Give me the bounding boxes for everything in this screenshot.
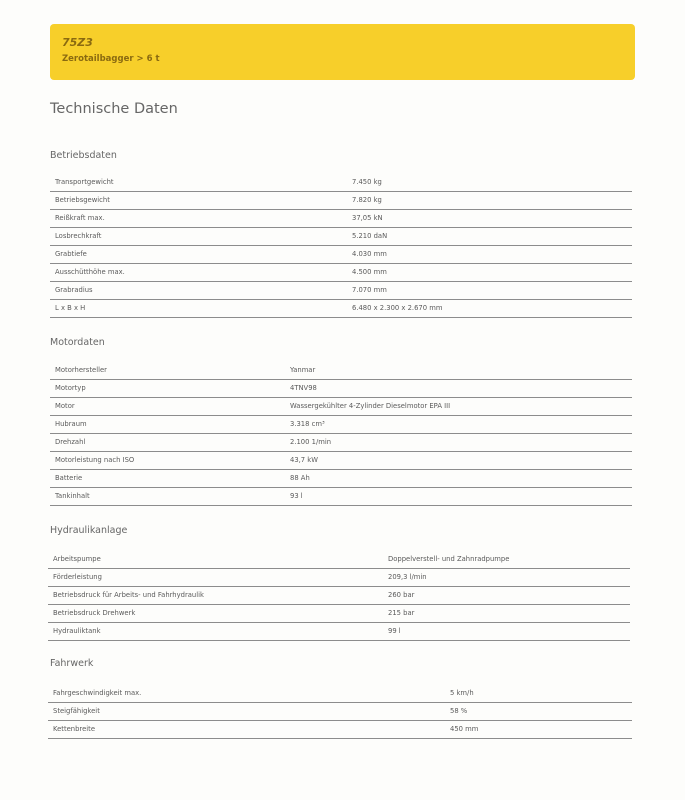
model-banner [50,24,635,80]
row-label: Fahrgeschwindigkeit max. [53,689,142,697]
section-title-fahrwerk: Fahrwerk [50,658,94,669]
row-value: 4.030 mm [352,250,387,258]
row-value: 3.318 cm³ [290,420,325,428]
row-label: L x B x H [55,304,86,312]
table-row [50,192,632,210]
row-label: Betriebsgewicht [55,196,110,204]
row-value: 7.820 kg [352,196,382,204]
row-label: Losbrechkraft [55,232,102,240]
row-value: 215 bar [388,609,415,617]
row-value: 5.210 daN [352,232,388,240]
row-label: Transportgewicht [55,178,114,186]
table-row [50,174,632,192]
row-value: Wassergekühlter 4-Zylinder Dieselmotor EPA III [290,402,451,410]
table-row [50,300,632,318]
row-value: 4TNV98 [290,384,317,392]
row-label: Steigfähigkeit [53,707,100,715]
row-label: Grabtiefe [55,250,87,258]
row-label: Betriebsdruck Drehwerk [53,609,136,617]
row-value: 4.500 mm [352,268,387,276]
row-value: 93 l [290,492,303,500]
table-row [50,416,632,434]
table-row [50,228,632,246]
row-label: Drehzahl [55,438,86,446]
table-row [50,452,632,470]
table-row [50,488,632,506]
row-value: 43,7 kW [290,456,318,464]
row-value: 5 km/h [450,689,474,697]
row-label: Motorhersteller [55,366,107,374]
table-row [50,362,632,380]
row-label: Hydrauliktank [53,627,101,635]
table-row [48,703,632,721]
row-label: Batterie [55,474,83,482]
row-label: Arbeitspumpe [53,555,101,563]
table-hydraulikanlage [48,551,630,641]
row-value: Doppelverstell- und Zahnradpumpe [388,555,510,563]
table-row [50,470,632,488]
row-value: 99 l [388,627,401,635]
row-value: 209,3 l/min [388,573,427,581]
row-label: Motorleistung nach ISO [55,456,135,464]
section-title-motordaten: Motordaten [50,337,105,348]
row-label: Hubraum [55,420,87,428]
row-label: Motortyp [55,384,86,392]
table-row [50,434,632,452]
row-label: Reißkraft max. [55,214,105,222]
table-fahrwerk [48,685,632,739]
table-row [50,210,632,228]
table-row [48,551,630,569]
row-value: 260 bar [388,591,415,599]
table-row [50,246,632,264]
table-row [50,398,632,416]
table-row [50,264,632,282]
row-value: 58 % [450,707,468,715]
table-row [48,605,630,623]
table-row [48,569,630,587]
row-label: Betriebsdruck für Arbeits- und Fahrhydraulik [53,591,204,599]
table-row [50,282,632,300]
row-label: Motor [55,402,75,410]
row-value: 88 Ah [290,474,310,482]
section-title-hydraulikanlage: Hydraulikanlage [50,525,128,536]
table-row [48,623,630,641]
row-label: Tankinhalt [55,492,90,500]
row-value: 7.070 mm [352,286,387,294]
table-row [48,587,630,605]
row-label: Kettenbreite [53,725,95,733]
model-category: Zerotailbagger > 6 t [62,54,160,64]
row-value: 7.450 kg [352,178,382,186]
row-label: Ausschütthöhe max. [55,268,125,276]
row-value: 450 mm [450,725,479,733]
row-value: Yanmar [290,366,316,374]
page-title: Technische Daten [50,101,178,117]
table-motordaten [50,362,632,506]
row-value: 6.480 x 2.300 x 2.670 mm [352,304,443,312]
model-name: 75Z3 [62,36,93,49]
table-row [48,721,632,739]
row-label: Grabradius [55,286,93,294]
table-betriebsdaten [50,174,632,318]
table-row [48,685,632,703]
row-value: 37,05 kN [352,214,383,222]
row-label: Förderleistung [53,573,102,581]
table-row [50,380,632,398]
row-value: 2.100 1/min [290,438,332,446]
section-title-betriebsdaten: Betriebsdaten [50,150,117,161]
